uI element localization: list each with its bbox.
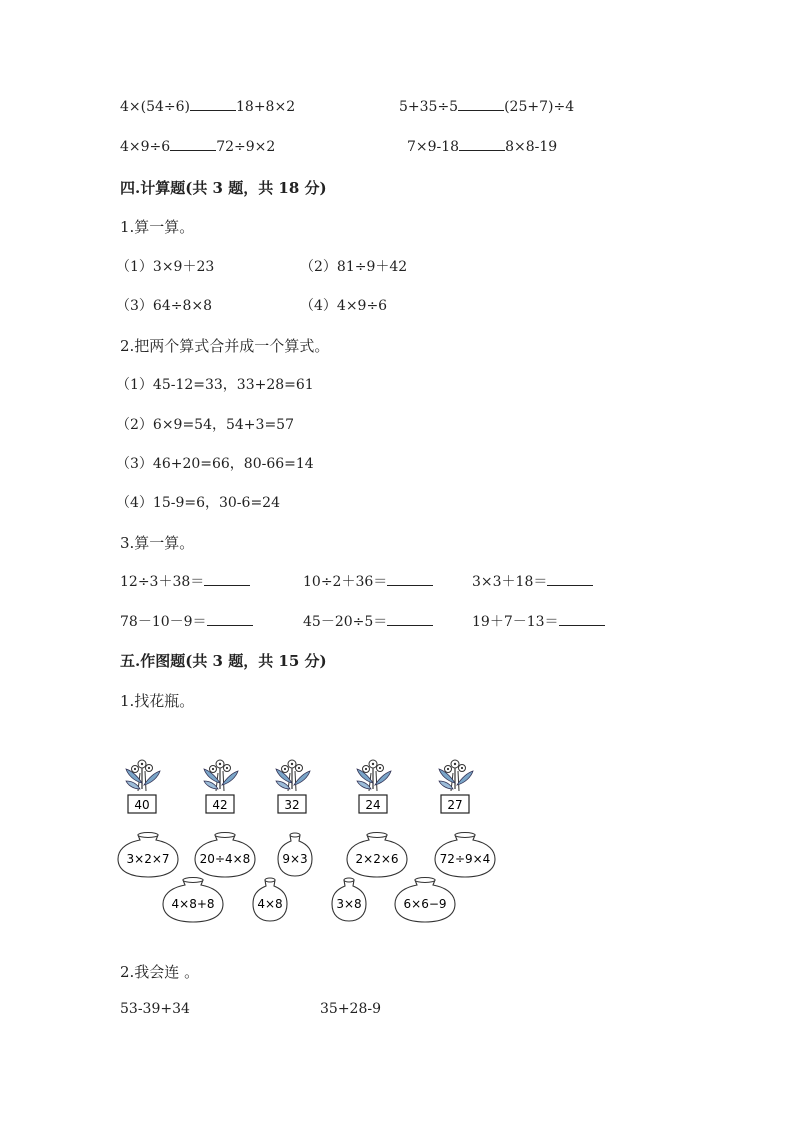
vase-7-label: 4×8	[257, 897, 283, 911]
vase-2-label: 20÷4×8	[199, 852, 251, 866]
s4-q3-item-1-text: 12÷3＋38＝	[120, 574, 205, 590]
s4-q3-item-5-text: 45－20÷5＝	[303, 614, 388, 630]
s4-q2-title: 2.把两个算式合并成一个算式。	[120, 337, 330, 355]
s4-q3-item-6-text: 19＋7－13＝	[472, 614, 559, 630]
s4-q1-title: 1.算一算。	[120, 218, 195, 236]
s4-q3-item-5	[303, 611, 433, 631]
s4-q1-item-3: （3）64÷8×8	[116, 298, 212, 314]
vase-figure	[110, 755, 510, 930]
vase-3-label: 9×3	[282, 852, 308, 866]
s4-q3-item-2-text: 10÷2＋36＝	[303, 574, 388, 590]
s4-q3-item-4-blank[interactable]	[207, 613, 253, 626]
s4-q3-item-3-blank[interactable]	[547, 573, 593, 586]
compare-3-left: 4×9÷6	[120, 139, 171, 155]
flower-3-label: 32	[284, 798, 300, 812]
vase-9[interactable]	[395, 878, 455, 923]
vase-6[interactable]	[163, 878, 223, 923]
compare-1	[120, 98, 295, 115]
s4-q1-item-1: （1）3×9＋23	[116, 259, 215, 275]
flower-5[interactable]	[439, 760, 473, 813]
vase-3[interactable]	[278, 833, 312, 876]
compare-1-right: 18+8×2	[236, 99, 296, 115]
s4-q3-item-2-blank[interactable]	[387, 573, 433, 586]
flower-icon	[439, 760, 473, 791]
flower-4[interactable]	[357, 760, 391, 813]
flower-4-label: 24	[365, 798, 381, 812]
vase-5-label: 72÷9×4	[439, 852, 491, 866]
s5-q2-title: 2.我会连 。	[120, 963, 200, 981]
vase-9-label: 6×6−9	[403, 897, 447, 911]
s4-q1-item-4: （4）4×9÷6	[300, 298, 388, 314]
compare-2	[399, 98, 574, 115]
vase-6-label: 4×8+8	[171, 897, 215, 911]
s4-q3-item-5-blank[interactable]	[387, 613, 433, 626]
s4-q2-item-4: （4）15-9=6，30-6=24	[116, 495, 280, 511]
compare-4-blank[interactable]	[459, 138, 505, 151]
compare-2-right: (25+7)÷4	[504, 99, 575, 115]
s4-q3-item-3	[472, 571, 593, 591]
s5-q2-item-1[interactable]: 53-39+34	[120, 1001, 190, 1017]
s4-q3-item-6	[472, 611, 605, 631]
compare-1-left: 4×(54÷6)	[120, 99, 191, 115]
s5-q2-item-2[interactable]: 35+28-9	[320, 1001, 381, 1017]
compare-3	[120, 138, 275, 155]
vase-2[interactable]	[195, 833, 255, 878]
compare-4-left: 7×9-18	[407, 139, 460, 155]
compare-1-blank[interactable]	[190, 98, 236, 111]
vase-1-label: 3×2×7	[126, 852, 170, 866]
s4-q2-item-3: （3）46+20=66，80-66=14	[116, 456, 314, 472]
compare-3-right: 72÷9×2	[216, 139, 276, 155]
s4-q2-item-2: （2）6×9=54，54+3=57	[116, 417, 294, 433]
flower-1[interactable]	[126, 760, 160, 813]
compare-4	[407, 138, 557, 155]
vase-5[interactable]	[435, 833, 495, 878]
vase-4[interactable]	[347, 833, 407, 878]
compare-2-left: 5+35÷5	[399, 99, 459, 115]
flower-icon	[126, 760, 160, 791]
vase-7[interactable]	[253, 878, 287, 921]
section4-title: 四.计算题(共 3 题，共 18 分)	[120, 179, 327, 197]
s4-q1-item-2: （2）81÷9＋42	[300, 259, 408, 275]
s4-q3-item-4-text: 78－10－9＝	[120, 614, 207, 630]
s4-q3-item-2	[303, 571, 433, 591]
flower-5-label: 27	[447, 798, 463, 812]
s4-q3-item-4	[120, 611, 253, 631]
s4-q3-item-1	[120, 571, 250, 591]
s4-q3-item-3-text: 3×3＋18＝	[472, 574, 548, 590]
flower-icon	[204, 760, 238, 791]
section5-title: 五.作图题(共 3 题，共 15 分)	[120, 652, 327, 670]
vase-4-label: 2×2×6	[355, 852, 399, 866]
vase-8[interactable]	[332, 878, 366, 921]
compare-2-blank[interactable]	[458, 98, 504, 111]
s4-q3-title: 3.算一算。	[120, 534, 195, 552]
flower-3[interactable]	[276, 760, 310, 813]
s4-q2-item-1: （1）45-12=33，33+28=61	[116, 377, 314, 393]
flower-2-label: 42	[212, 798, 228, 812]
vase-1[interactable]	[118, 833, 178, 878]
s4-q3-item-1-blank[interactable]	[204, 573, 250, 586]
flower-1-label: 40	[134, 798, 150, 812]
s4-q3-item-6-blank[interactable]	[559, 613, 605, 626]
compare-4-right: 8×8-19	[505, 139, 558, 155]
s5-q1-title: 1.找花瓶。	[120, 692, 195, 710]
flower-icon	[276, 760, 310, 791]
compare-3-blank[interactable]	[170, 138, 216, 151]
flower-icon	[357, 760, 391, 791]
flower-2[interactable]	[204, 760, 238, 813]
vase-8-label: 3×8	[336, 897, 362, 911]
